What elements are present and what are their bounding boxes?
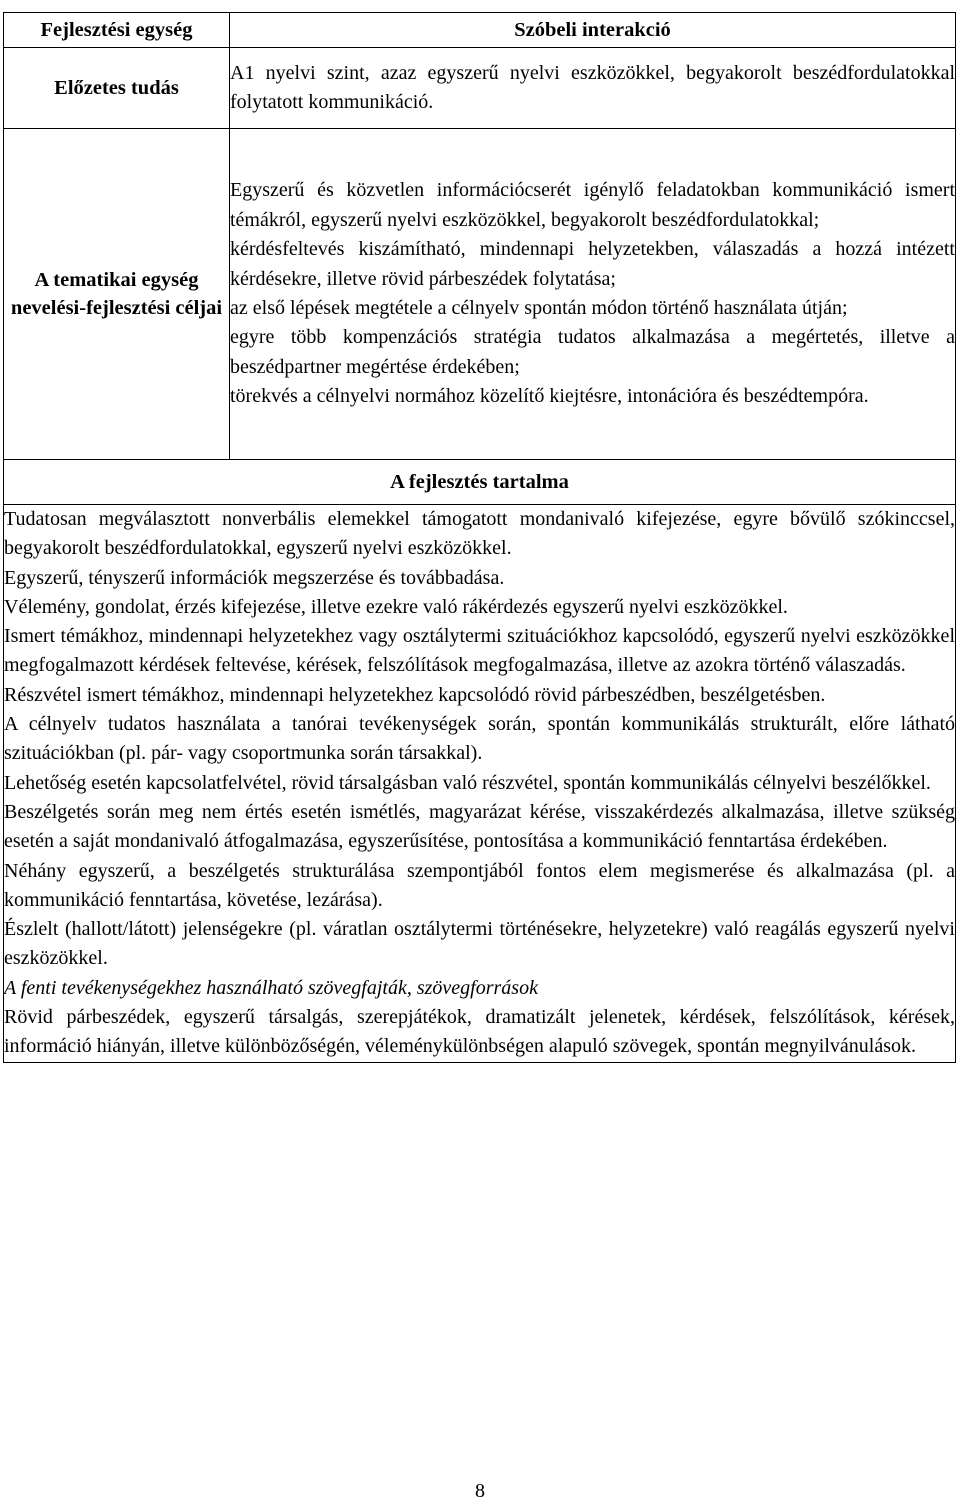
- goals-label: A tematikai egység nevelési-fejlesztési céljai: [4, 129, 230, 460]
- content-title: A fejlesztés tartalma: [4, 460, 956, 505]
- goal-line: törekvés a célnyelvi normához közelítő kiejtésre, intonációra és beszédtempóra.: [230, 385, 869, 408]
- content-paragraph: A célnyelv tudatos használata a tanórai tevékenységek során, spontán kommunikálás strukturált, előre látható szituációkban (pl. pár- vagy csoportmunka során társakkal).: [4, 713, 955, 765]
- prior-knowledge-label: Előzetes tudás: [4, 48, 230, 129]
- prior-knowledge-row: [4, 48, 956, 129]
- content-paragraph: Beszélgetés során meg nem értés esetén ismétlés, magyarázat kérése, visszakérdezés alkalmazása, illetve szükség esetén a saját mondanivaló átfogalmazása, egyszerűsítése, pontosítása a kommunikáció fenntartása érdekében.: [4, 800, 955, 853]
- page-number: 8: [475, 1480, 485, 1502]
- content-paragraph: Néhány egyszerű, a beszélgetés strukturálása szempontjából fontos elem megismerése és alkalmazása (pl. a kommunikáció fenntartása, követése, lezárása).: [4, 859, 955, 911]
- prior-knowledge-text: A1 nyelvi szint, azaz egyszerű nyelvi eszközökkel, begyakorolt beszédfordulatokkal folytatott kommunikáció.: [230, 48, 956, 129]
- goal-line: kérdésfeltevés kiszámítható, mindennapi helyzetekben, válaszadás a hozzá intézett kérdésekre, illetve rövid párbeszédek folytatása;: [230, 238, 955, 290]
- goal-line: az első lépések megtétele a célnyelv spontán módon történő használata útján;: [230, 297, 848, 319]
- header-row: [4, 13, 956, 48]
- unit-title: Szóbeli interakció: [230, 13, 956, 48]
- goal-line: egyre több kompenzációs stratégia tudatos alkalmazása a megértetés, illetve a beszédpartner megértése érdekében;: [230, 326, 955, 378]
- goals-row: [4, 129, 956, 460]
- content-paragraph: Lehetőség esetén kapcsolatfelvétel, rövid társalgásban való részvétel, spontán kommunikálás célnyelvi beszélőkkel.: [4, 771, 931, 794]
- development-unit-label: Fejlesztési egység: [4, 13, 230, 48]
- content-paragraph: Ismert témákhoz, mindennapi helyzetekhez vagy osztálytermi szituációkhoz kapcsolódó, egyszerű nyelvi eszközökkel megfogalmazott kérdések feltevése, kérések, felszólítások megfogalmazása, illetve az azokra történő válaszadás.: [4, 625, 955, 677]
- content-body: [4, 505, 956, 1063]
- text-types-list: Rövid párbeszédek, egyszerű társalgás, szerepjátékok, dramatizált jelenetek, kérdések, felszólítások, kérések, információ hiányán, illetve különbözőségén, véleménykülönbségen alapuló szövegek, spontán megnyilvánulások.: [4, 1006, 955, 1058]
- content-paragraph: Tudatosan megválasztott nonverbális elemekkel támogatott mondanivaló kifejezése, egyre bővülő szókinccsel, begyakorolt beszédfordulatokkal, egyszerű nyelvi eszközökkel.: [4, 508, 955, 560]
- content-paragraph: Egyszerű, tényszerű információk megszerzése és továbbadása.: [4, 566, 505, 589]
- text-types-heading: A fenti tevékenységekhez használható szövegfajták, szövegforrások: [4, 976, 538, 999]
- goal-line: Egyszerű és közvetlen információcserét igénylő feladatokban kommunikáció ismert témákról, egyszerű nyelvi eszközökkel, begyakorolt beszédfordulatokkal;: [230, 179, 955, 231]
- content-paragraph: Részvétel ismert témákhoz, mindennapi helyzetekhez kapcsolódó rövid párbeszédben, beszélgetésben.: [4, 683, 826, 706]
- curriculum-table: [3, 12, 956, 1063]
- content-paragraph: Vélemény, gondolat, érzés kifejezése, illetve ezekre való rákérdezés egyszerű nyelvi eszközökkel.: [4, 595, 788, 618]
- content-body-row: [4, 505, 956, 1063]
- goals-text: [230, 129, 956, 460]
- content-title-row: [4, 460, 956, 505]
- content-paragraph: Észlelt (hallott/látott) jelenségekre (pl. váratlan osztálytermi történésekre, helyzetekre) való reagálás egyszerű nyelvi eszközökkel.: [4, 918, 955, 970]
